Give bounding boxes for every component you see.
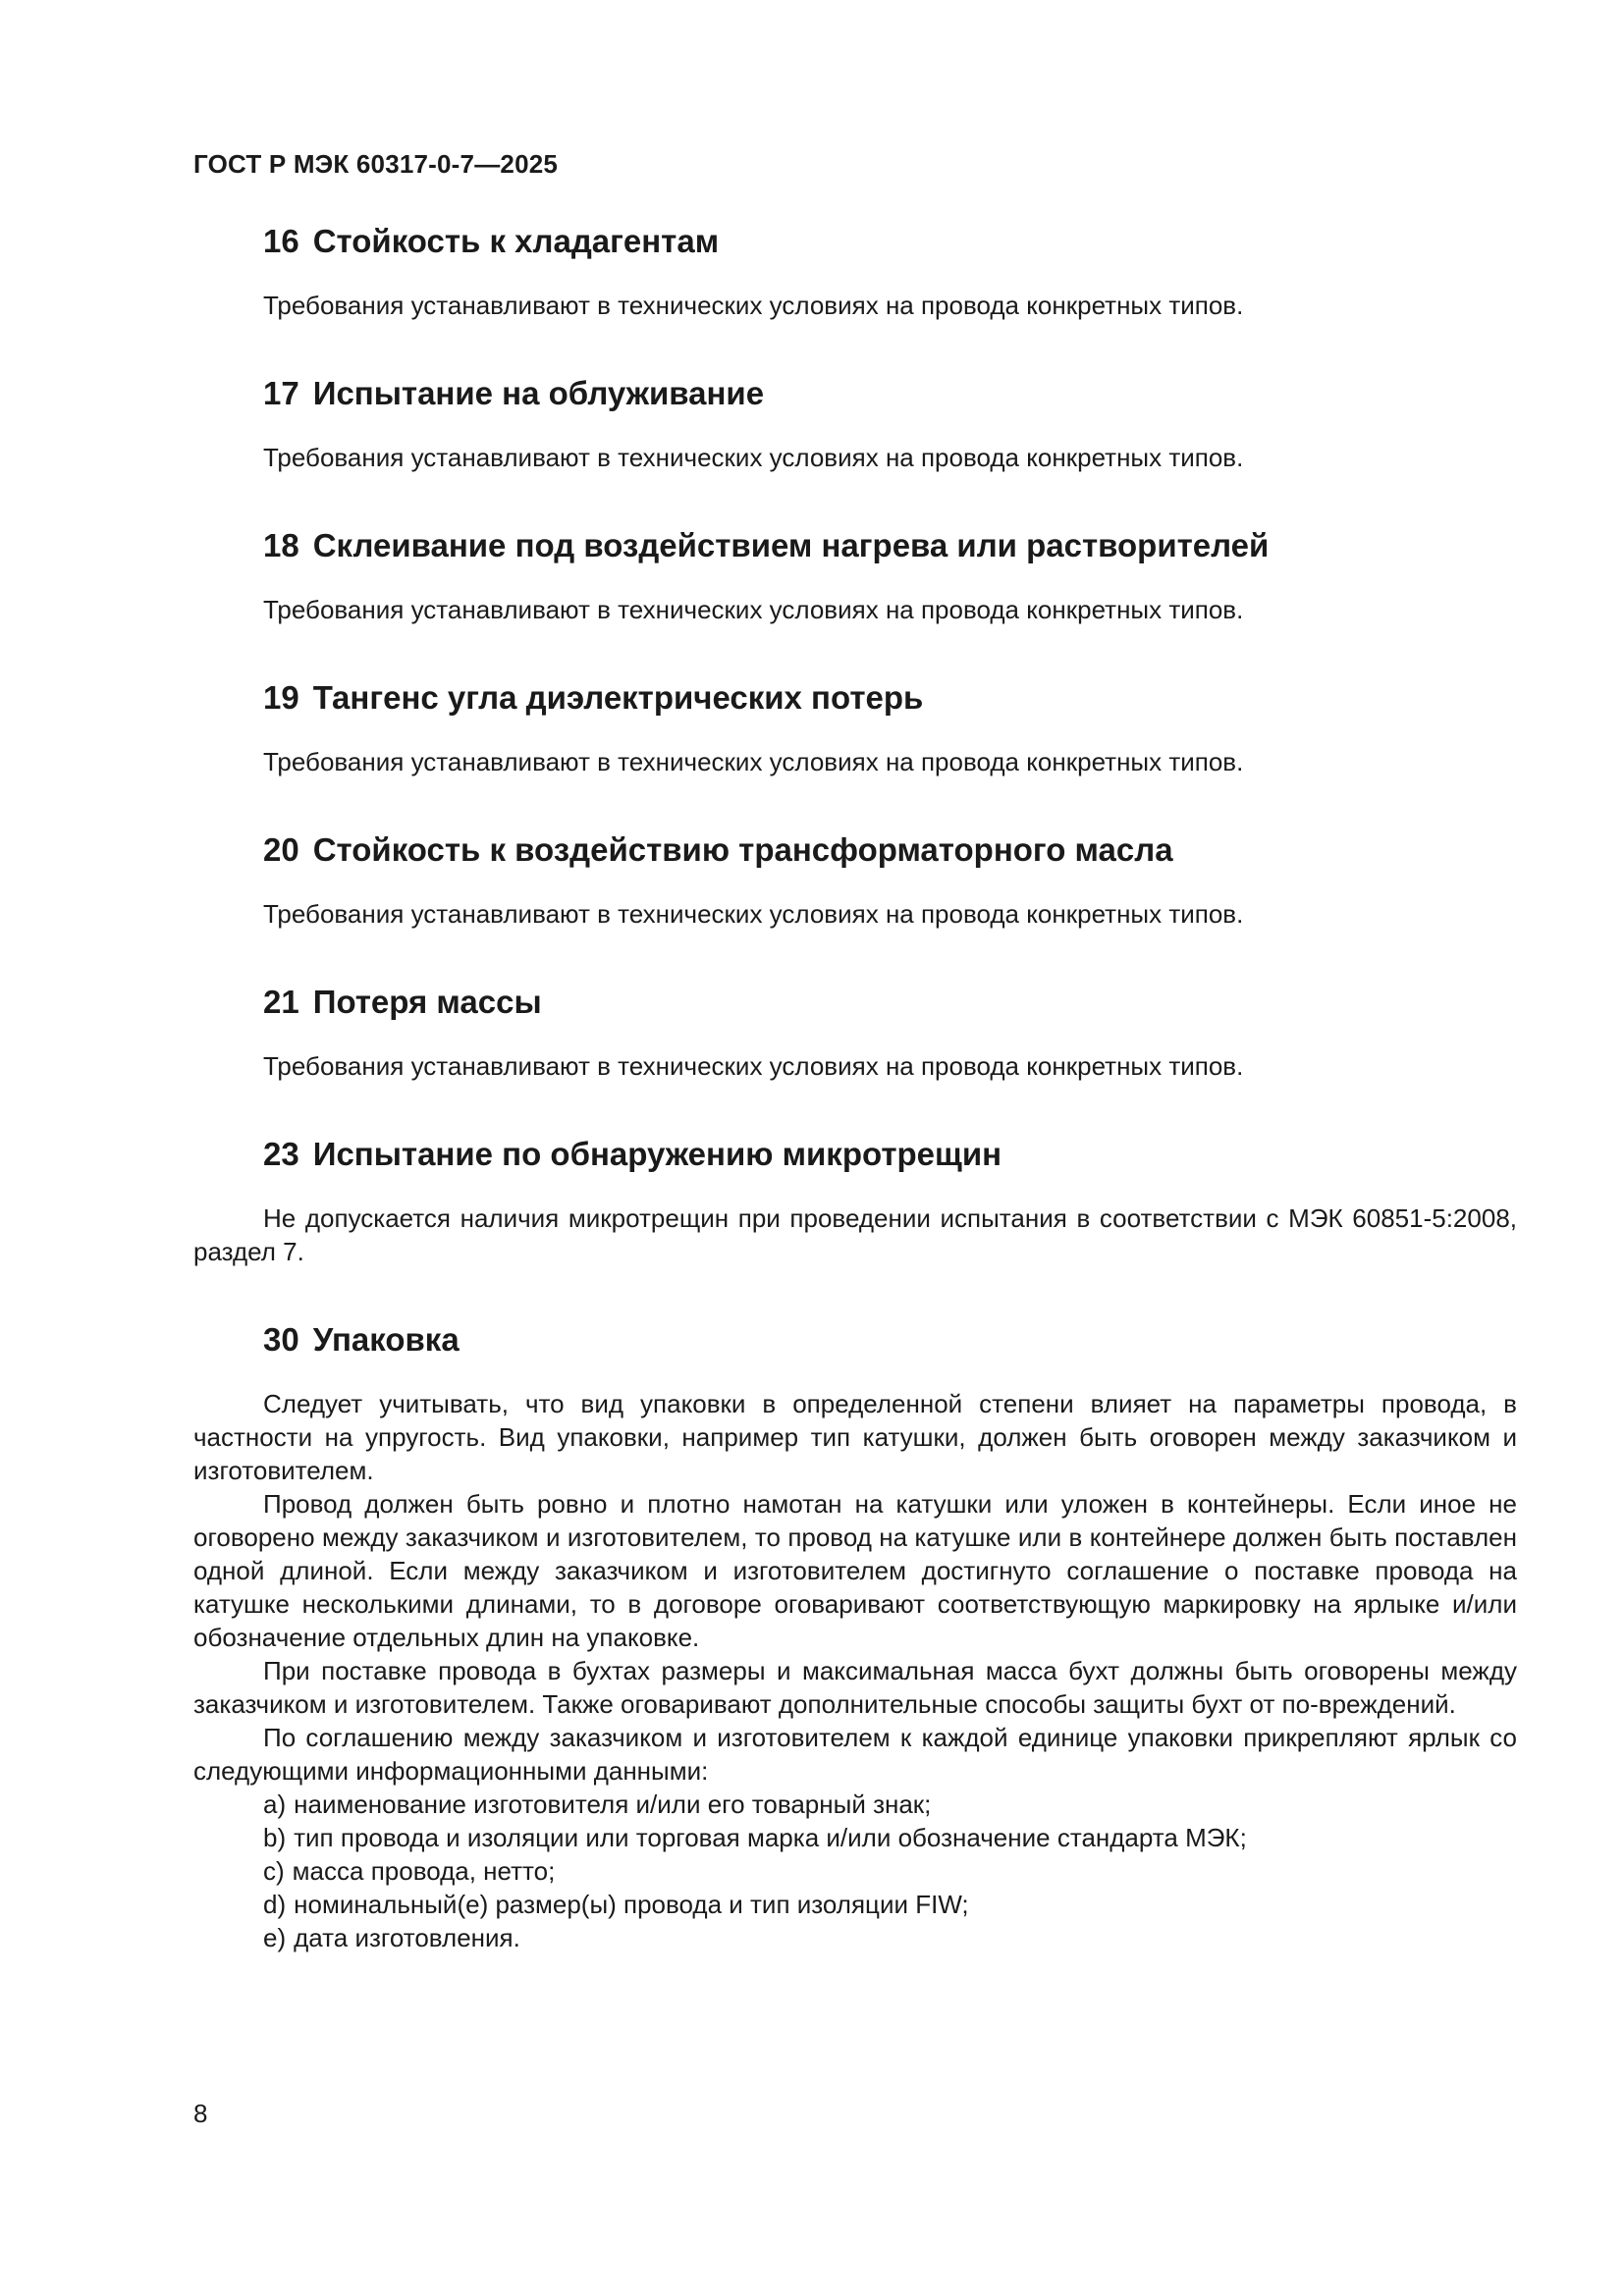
- list-item-text: наименование изготовителя и/или его товарный знак;: [294, 1789, 932, 1819]
- section-paragraph: Требования устанавливают в технических условиях на провода конкретных типов.: [263, 747, 1244, 776]
- section-number: 30: [263, 1321, 299, 1358]
- section-heading: [263, 828, 1517, 872]
- section-title: Испытание на облуживание: [312, 375, 765, 411]
- section-title: Потеря массы: [312, 984, 542, 1020]
- document-code-header: ГОСТ Р МЭК 60317-0-7—2025: [193, 149, 559, 179]
- section-18: [193, 524, 1517, 626]
- section-20: [193, 828, 1517, 931]
- page-number: 8: [193, 2099, 208, 2128]
- list-marker: b): [263, 1823, 287, 1852]
- section-16: [193, 220, 1517, 322]
- section-heading: [263, 676, 1517, 720]
- section-heading: [263, 1133, 1517, 1176]
- list-item-text: тип провода и изоляции или торговая марка и/или обозначение стандарта МЭК;: [294, 1823, 1247, 1852]
- section-17: [193, 372, 1517, 474]
- list-marker: d): [263, 1890, 287, 1919]
- section-paragraph: Требования устанавливают в технических условиях на провода конкретных типов.: [263, 595, 1244, 624]
- list-item-text: дата изготовления.: [294, 1923, 520, 1952]
- section-title: Стойкость к воздействию трансформаторного масла: [312, 831, 1173, 868]
- list-marker: a): [263, 1789, 287, 1819]
- section-30: [193, 1318, 1517, 1954]
- section-19: [193, 676, 1517, 778]
- section-23: [193, 1133, 1517, 1268]
- section-paragraph: Следует учитывать, что вид упаковки в определенной степени влияет на параметры провода, в частности на упругость. Вид упаковки, например тип катушки, должен быть оговорен между заказчиком и изготовителем.: [193, 1389, 1517, 1485]
- section-paragraph: Провод должен быть ровно и плотно намотан на катушки или уложен в контейнеры. Если иное не оговорено между заказчиком и изготовителем, то провод на катушке или в контейнере должен быть поставлен одной длиной. Если между заказчиком и изготовителем достигнуто соглашение о поставке провода на катушке несколькими длинами, то в договоре оговаривают соответствующую маркировку на ярлыке и/или обозначение отдельных длин на упаковке.: [193, 1489, 1517, 1652]
- document-body: [193, 220, 1517, 2004]
- list-item-text: номинальный(е) размер(ы) провода и тип изоляции FIW;: [294, 1890, 969, 1919]
- section-title: Тангенс угла диэлектрических потерь: [312, 679, 924, 716]
- section-paragraph: Требования устанавливают в технических условиях на провода конкретных типов.: [263, 899, 1244, 929]
- list-marker: c): [263, 1856, 285, 1886]
- section-number: 21: [263, 984, 299, 1020]
- section-heading: [263, 372, 1517, 415]
- list-item: [263, 1921, 1517, 1954]
- section-title: Склеивание под воздействием нагрева или растворителей: [312, 527, 1270, 563]
- section-title: Упаковка: [312, 1321, 460, 1358]
- section-number: 19: [263, 679, 299, 716]
- list-item: [263, 1821, 1517, 1854]
- list-item: [263, 1888, 1517, 1921]
- packaging-label-list: [193, 1788, 1517, 1954]
- list-item-text: масса провода, нетто;: [292, 1856, 556, 1886]
- section-paragraph: При поставке провода в бухтах размеры и максимальная масса бухт должны быть оговорены между заказчиком и изготовителем. Также оговаривают дополнительные способы защиты бухт от по-вреждений.: [193, 1656, 1517, 1719]
- section-heading: [263, 981, 1517, 1024]
- section-paragraph: По соглашению между заказчиком и изготовителем к каждой единице упаковки прикрепляют ярлык со следующими информационными данными:: [193, 1723, 1517, 1786]
- section-number: 23: [263, 1136, 299, 1172]
- list-item: [263, 1788, 1517, 1821]
- section-number: 20: [263, 831, 299, 868]
- section-number: 16: [263, 223, 299, 259]
- section-paragraph: Требования устанавливают в технических условиях на провода конкретных типов.: [263, 1051, 1244, 1081]
- section-number: 18: [263, 527, 299, 563]
- list-marker: e): [263, 1923, 287, 1952]
- section-title: Испытание по обнаружению микротрещин: [312, 1136, 1002, 1172]
- section-paragraph: Требования устанавливают в технических условиях на провода конкретных типов.: [263, 291, 1244, 320]
- section-title: Стойкость к хладагентам: [312, 223, 720, 259]
- section-paragraph: Требования устанавливают в технических условиях на провода конкретных типов.: [263, 443, 1244, 472]
- section-21: [193, 981, 1517, 1083]
- section-paragraph: Не допускается наличия микротрещин при проведении испытания в соответствии с МЭК 60851-5:2008, раздел 7.: [193, 1203, 1517, 1266]
- list-item: [263, 1854, 1517, 1888]
- section-heading: [263, 1318, 1517, 1362]
- section-heading: [263, 220, 1517, 263]
- section-heading: [263, 524, 1517, 567]
- section-number: 17: [263, 375, 299, 411]
